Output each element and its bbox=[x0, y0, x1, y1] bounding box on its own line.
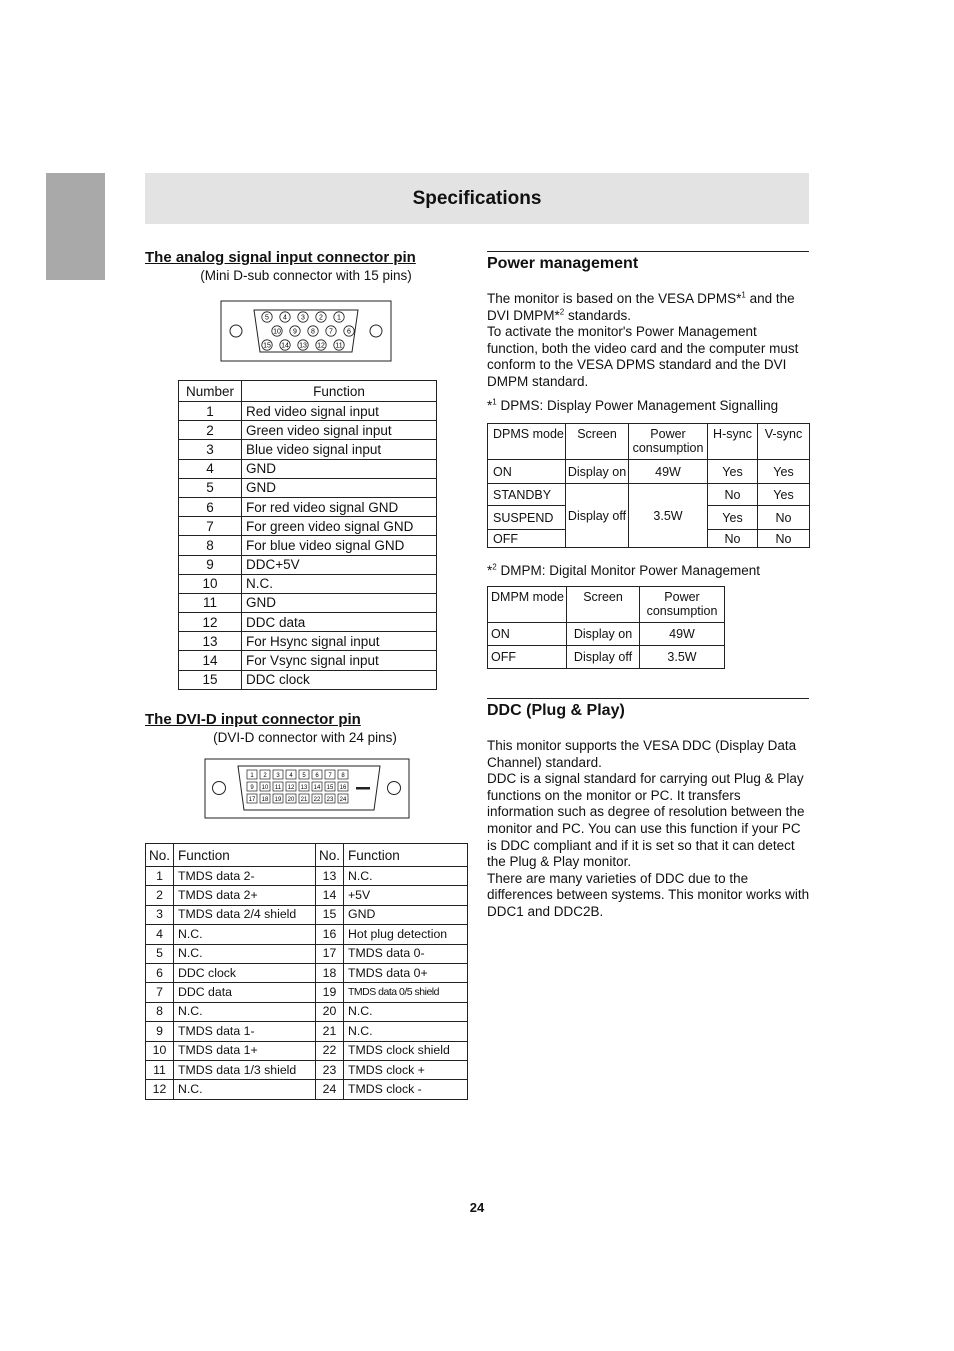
connector-pin-label: 17 bbox=[248, 797, 256, 803]
dvid-connector-diagram bbox=[204, 758, 410, 820]
dvi-heading: The DVI-D input connector pin bbox=[145, 711, 361, 728]
pin-number: 3 bbox=[179, 440, 242, 459]
table-row bbox=[146, 1022, 468, 1041]
table-row bbox=[179, 459, 437, 478]
pin-function: TMDS data 0+ bbox=[344, 963, 468, 982]
table-row bbox=[488, 484, 810, 506]
connector-pin-label: 23 bbox=[326, 797, 334, 803]
column-header: Number bbox=[179, 381, 242, 402]
connector-pin-label: 13 bbox=[300, 785, 308, 791]
pin-function: GND bbox=[242, 478, 437, 497]
table-row bbox=[179, 440, 437, 459]
connector-pin-label: 9 bbox=[293, 328, 297, 336]
pin-function: N.C. bbox=[242, 574, 437, 593]
column-header: Screen bbox=[567, 587, 640, 623]
connector-pin-label: 13 bbox=[299, 342, 307, 350]
pin-number: 15 bbox=[179, 670, 242, 689]
pin-number: 1 bbox=[146, 867, 174, 886]
table-cell: STANDBY bbox=[488, 484, 566, 506]
pin-number: 19 bbox=[316, 983, 344, 1002]
power-heading: Power management bbox=[487, 255, 639, 272]
ddc-body bbox=[487, 738, 811, 921]
dpms-table bbox=[487, 423, 810, 548]
pin-number: 24 bbox=[316, 1080, 344, 1099]
dvi-subtitle: (DVI-D connector with 24 pins) bbox=[213, 730, 397, 745]
dmpm-footnote bbox=[487, 563, 760, 578]
connector-pin-label: 6 bbox=[315, 773, 319, 779]
ddc-heading: DDC (Plug & Play) bbox=[487, 702, 625, 719]
table-cell: Display on bbox=[566, 460, 629, 484]
analog-subtitle: (Mini D-sub connector with 15 pins) bbox=[200, 268, 412, 283]
table-cell: Display on bbox=[567, 623, 640, 646]
table-row bbox=[179, 593, 437, 612]
table-row bbox=[146, 1080, 468, 1099]
table-cell: Yes bbox=[708, 460, 758, 484]
table-cell: ON bbox=[488, 623, 567, 646]
table-cell: OFF bbox=[488, 530, 566, 548]
table-row bbox=[179, 402, 437, 421]
analog-pin-table bbox=[178, 380, 437, 690]
footnote-ref: 2 bbox=[492, 562, 497, 572]
pin-function: For Vsync signal input bbox=[242, 651, 437, 670]
table-row bbox=[146, 905, 468, 924]
text-fragment: DPMS: Display Power Management Signalling bbox=[496, 398, 779, 413]
pin-number: 13 bbox=[179, 632, 242, 651]
column-header: V-sync bbox=[758, 424, 810, 460]
pin-function: GND bbox=[242, 459, 437, 478]
column-header: Screen bbox=[566, 424, 629, 460]
connector-pin-label: 24 bbox=[339, 797, 347, 803]
connector-pin-label: 12 bbox=[317, 342, 325, 350]
table-header-row bbox=[488, 424, 810, 460]
column-header: No. bbox=[146, 844, 174, 867]
connector-pin-label: 14 bbox=[281, 342, 289, 350]
pin-number: 8 bbox=[179, 536, 242, 555]
pin-function: GND bbox=[344, 905, 468, 924]
pin-number: 9 bbox=[146, 1022, 174, 1041]
connector-pin-label: 22 bbox=[313, 797, 321, 803]
pin-function: DDC clock bbox=[174, 963, 316, 982]
table-cell: No bbox=[758, 506, 810, 530]
pin-function: Green video signal input bbox=[242, 421, 437, 440]
table-row bbox=[146, 963, 468, 982]
pin-number: 16 bbox=[316, 925, 344, 944]
table-cell: 49W bbox=[629, 460, 708, 484]
section-divider bbox=[487, 698, 809, 699]
pin-function: N.C. bbox=[174, 1080, 316, 1099]
column-header: Power consumption bbox=[640, 587, 725, 623]
connector-pin-label: 2 bbox=[263, 773, 267, 779]
pin-function: N.C. bbox=[174, 925, 316, 944]
table-cell: No bbox=[708, 530, 758, 548]
pin-number: 4 bbox=[179, 459, 242, 478]
pin-function: For blue video signal GND bbox=[242, 536, 437, 555]
analog-heading: The analog signal input connector pin bbox=[145, 249, 416, 266]
pin-function: TMDS data 2- bbox=[174, 867, 316, 886]
pin-number: 2 bbox=[146, 886, 174, 905]
table-row bbox=[179, 574, 437, 593]
connector-pin-label: 16 bbox=[339, 785, 347, 791]
pin-function: TMDS data 2/4 shield bbox=[174, 905, 316, 924]
ddc-paragraph: There are many varieties of DDC due to the differences between systems. This monitor works with DDC1 and DDC2B. bbox=[487, 870, 810, 919]
footnote-ref: 1 bbox=[492, 397, 497, 407]
title-bar bbox=[145, 173, 809, 224]
dsub15-connector-diagram bbox=[220, 300, 392, 363]
table-row bbox=[146, 944, 468, 963]
connector-pin-label: 15 bbox=[263, 342, 271, 350]
pin-function: TMDS data 1+ bbox=[174, 1041, 316, 1060]
connector-pin-label: 20 bbox=[287, 797, 295, 803]
pin-function: DDC clock bbox=[242, 670, 437, 689]
table-row bbox=[179, 632, 437, 651]
connector-pin-label: 18 bbox=[261, 797, 269, 803]
connector-pin-label: 7 bbox=[329, 328, 333, 336]
column-header: DMPM mode bbox=[488, 587, 567, 623]
pin-function: TMDS data 1- bbox=[174, 1022, 316, 1041]
dpms-footnote bbox=[487, 398, 778, 413]
page-number: 24 bbox=[469, 1200, 485, 1215]
pin-number: 14 bbox=[316, 886, 344, 905]
connector-pin-label: 10 bbox=[261, 785, 269, 791]
connector-pin-label: 14 bbox=[313, 785, 321, 791]
text-fragment: * bbox=[487, 398, 493, 413]
table-row bbox=[179, 497, 437, 516]
table-cell: Display off bbox=[567, 646, 640, 669]
text-fragment: standards. bbox=[564, 307, 632, 323]
pin-function: For green video signal GND bbox=[242, 517, 437, 536]
pin-function: Blue video signal input bbox=[242, 440, 437, 459]
table-row bbox=[179, 478, 437, 497]
pin-function: TMDS data 0- bbox=[344, 944, 468, 963]
pin-number: 4 bbox=[146, 925, 174, 944]
pin-number: 21 bbox=[316, 1022, 344, 1041]
connector-pin-label: 11 bbox=[335, 342, 343, 350]
table-cell: 3.5W bbox=[629, 484, 708, 548]
pin-function: TMDS clock - bbox=[344, 1080, 468, 1099]
pin-function: N.C. bbox=[344, 1002, 468, 1021]
pin-number: 11 bbox=[146, 1060, 174, 1079]
table-row bbox=[146, 983, 468, 1002]
pin-function: For red video signal GND bbox=[242, 497, 437, 516]
table-row bbox=[179, 517, 437, 536]
pin-function: TMDS clock shield bbox=[344, 1041, 468, 1060]
pin-number: 22 bbox=[316, 1041, 344, 1060]
pin-function: DDC data bbox=[242, 613, 437, 632]
footnote-ref: 1 bbox=[741, 290, 746, 300]
table-cell: Yes bbox=[758, 484, 810, 506]
connector-pin-label: 4 bbox=[283, 314, 287, 322]
table-cell: 3.5W bbox=[640, 646, 725, 669]
text-fragment: DMPM: Digital Monitor Power Management bbox=[496, 563, 761, 578]
pin-number: 7 bbox=[179, 517, 242, 536]
connector-pin-label: 19 bbox=[274, 797, 282, 803]
pin-number: 5 bbox=[146, 944, 174, 963]
pin-function: For Hsync signal input bbox=[242, 632, 437, 651]
table-row bbox=[179, 670, 437, 689]
section-divider bbox=[487, 251, 809, 252]
pin-number: 3 bbox=[146, 905, 174, 924]
table-row bbox=[179, 651, 437, 670]
connector-pin-label: 10 bbox=[273, 328, 281, 336]
connector-pin-label: 7 bbox=[328, 773, 332, 779]
connector-pin-label: 5 bbox=[302, 773, 306, 779]
table-row bbox=[488, 646, 725, 669]
power-intro-line bbox=[487, 291, 809, 324]
pin-number: 11 bbox=[179, 593, 242, 612]
dvi-pin-table bbox=[145, 843, 468, 1100]
connector-pin-label: 2 bbox=[319, 314, 323, 322]
column-header: DPMS mode bbox=[488, 424, 566, 460]
table-header-row bbox=[488, 587, 725, 623]
pin-function: TMDS data 1/3 shield bbox=[174, 1060, 316, 1079]
table-cell: Display off bbox=[566, 484, 629, 548]
pin-function: N.C. bbox=[174, 944, 316, 963]
pin-number: 10 bbox=[146, 1041, 174, 1060]
table-row bbox=[179, 421, 437, 440]
pin-number: 20 bbox=[316, 1002, 344, 1021]
pin-function: +5V bbox=[344, 886, 468, 905]
table-cell: ON bbox=[488, 460, 566, 484]
side-tab-marker bbox=[46, 173, 105, 280]
connector-pin-label: 1 bbox=[250, 773, 254, 779]
pin-number: 6 bbox=[146, 963, 174, 982]
dmpm-table bbox=[487, 586, 725, 669]
connector-pin-label: 5 bbox=[265, 314, 269, 322]
table-row bbox=[179, 555, 437, 574]
pin-number: 18 bbox=[316, 963, 344, 982]
pin-number: 7 bbox=[146, 983, 174, 1002]
table-cell: SUSPEND bbox=[488, 506, 566, 530]
connector-pin-label: 3 bbox=[301, 314, 305, 322]
table-row bbox=[146, 886, 468, 905]
pin-function: Hot plug detection bbox=[344, 925, 468, 944]
table-row bbox=[146, 867, 468, 886]
pin-number: 17 bbox=[316, 944, 344, 963]
pin-function: TMDS clock + bbox=[344, 1060, 468, 1079]
ddc-paragraph: This monitor supports the VESA DDC (Display Data Channel) standard. bbox=[487, 738, 797, 770]
table-row bbox=[146, 925, 468, 944]
text-fragment: and the DVI DMPM* bbox=[487, 291, 795, 323]
connector-pin-label: 12 bbox=[287, 785, 295, 791]
table-row bbox=[179, 613, 437, 632]
table-cell: OFF bbox=[488, 646, 567, 669]
column-header: Function bbox=[174, 844, 316, 867]
connector-pin-label: 9 bbox=[250, 785, 254, 791]
connector-pin-label: 3 bbox=[276, 773, 280, 779]
connector-pin-label: 4 bbox=[289, 773, 293, 779]
footnote-ref: 2 bbox=[559, 307, 565, 317]
pin-number: 5 bbox=[179, 478, 242, 497]
pin-function: N.C. bbox=[344, 867, 468, 886]
table-cell: 49W bbox=[640, 623, 725, 646]
connector-pin-label: 11 bbox=[274, 785, 282, 791]
column-header: H-sync bbox=[708, 424, 758, 460]
table-row bbox=[179, 536, 437, 555]
table-cell: No bbox=[708, 484, 758, 506]
pin-function: TMDS data 0/5 shield bbox=[344, 983, 468, 1002]
text-fragment: The monitor is based on the VESA DPMS* bbox=[487, 291, 742, 306]
pin-function: N.C. bbox=[344, 1022, 468, 1041]
pin-number: 2 bbox=[179, 421, 242, 440]
connector-pin-label: 8 bbox=[341, 773, 345, 779]
table-cell: Yes bbox=[708, 506, 758, 530]
table-cell: No bbox=[758, 530, 810, 548]
pin-function: DDC data bbox=[174, 983, 316, 1002]
column-header: No. bbox=[316, 844, 344, 867]
table-row bbox=[146, 1002, 468, 1021]
table-cell: Yes bbox=[758, 460, 810, 484]
table-row bbox=[146, 1060, 468, 1079]
column-header: Function bbox=[242, 381, 437, 402]
table-header-row bbox=[179, 381, 437, 402]
pin-number: 10 bbox=[179, 574, 242, 593]
text-fragment: * bbox=[487, 563, 493, 578]
pin-number: 14 bbox=[179, 651, 242, 670]
connector-pin-label: 21 bbox=[300, 797, 308, 803]
connector-pin-label: 1 bbox=[337, 314, 341, 322]
power-intro-paragraph: To activate the monitor's Power Management function, both the video card and the computer must conform to the VESA DPMS standard and the DVI DMPM standard. bbox=[487, 324, 799, 389]
column-header: Power consumption bbox=[629, 424, 708, 460]
pin-function: N.C. bbox=[174, 1002, 316, 1021]
table-row bbox=[488, 460, 810, 484]
table-row bbox=[488, 623, 725, 646]
connector-pin-label: 6 bbox=[347, 328, 351, 336]
pin-function: DDC+5V bbox=[242, 555, 437, 574]
pin-function: TMDS data 2+ bbox=[174, 886, 316, 905]
pin-number: 13 bbox=[316, 867, 344, 886]
pin-number: 12 bbox=[146, 1080, 174, 1099]
pin-number: 23 bbox=[316, 1060, 344, 1079]
pin-number: 8 bbox=[146, 1002, 174, 1021]
connector-pin-label: 8 bbox=[311, 328, 315, 336]
connector-pin-label: 15 bbox=[326, 785, 334, 791]
pin-number: 1 bbox=[179, 402, 242, 421]
power-intro bbox=[487, 291, 809, 391]
pin-function: GND bbox=[242, 593, 437, 612]
ddc-paragraph: DDC is a signal standard for carrying out Plug & Play functions on the monitor or PC. It transfers information such as degree of resolution between the monitor and PC. You can use this function if your PC is DDC compliant and if it is set so that it can detect the Plug & Play monitor. bbox=[487, 771, 805, 870]
pin-number: 15 bbox=[316, 905, 344, 924]
pin-number: 6 bbox=[179, 497, 242, 516]
column-header: Function bbox=[344, 844, 468, 867]
table-row bbox=[146, 1041, 468, 1060]
pin-number: 9 bbox=[179, 555, 242, 574]
pin-number: 12 bbox=[179, 613, 242, 632]
pin-function: Red video signal input bbox=[242, 402, 437, 421]
page-title: Specifications bbox=[412, 187, 542, 209]
table-header-row bbox=[146, 844, 468, 867]
